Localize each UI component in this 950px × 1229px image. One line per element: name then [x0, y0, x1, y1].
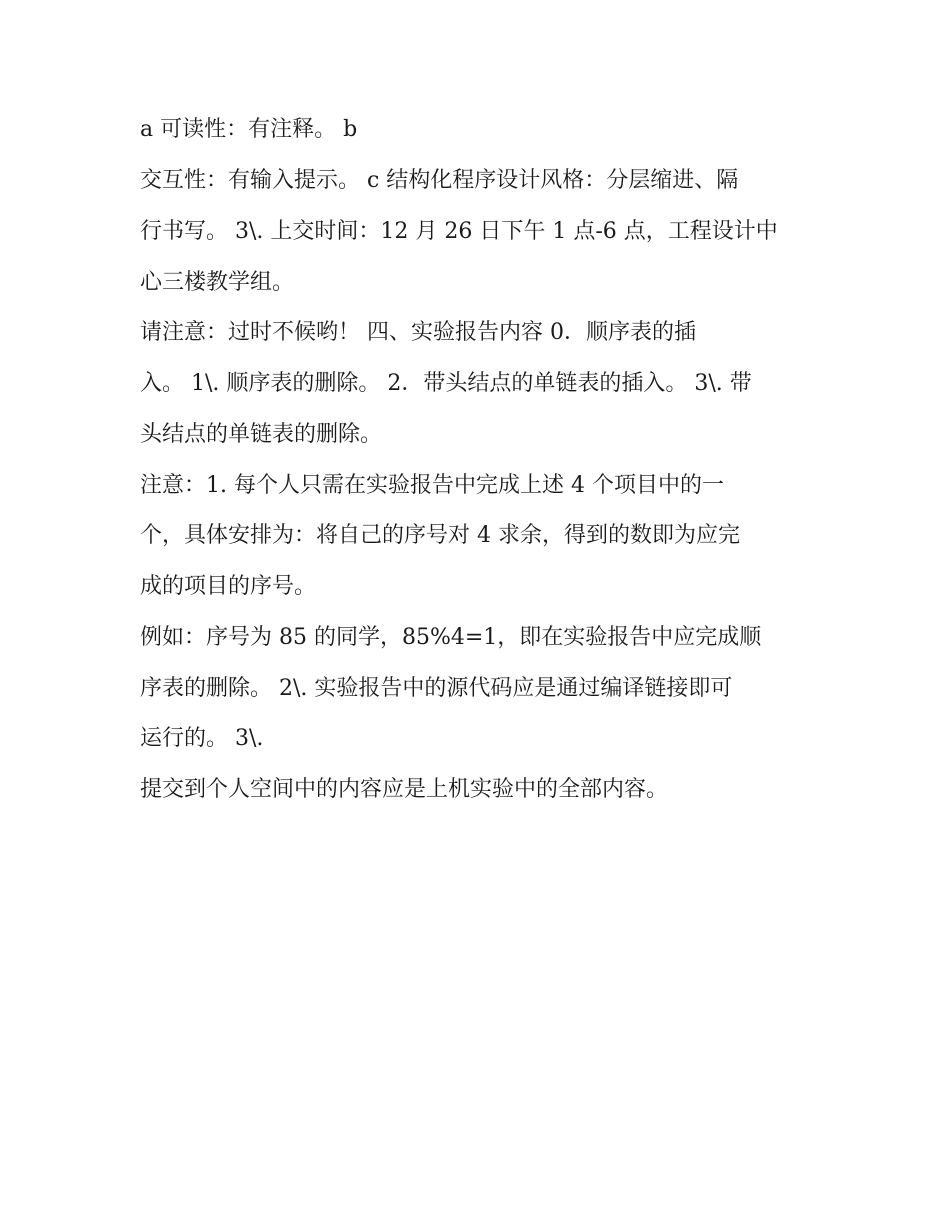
text-line: 入。 1\. 顺序表的删除。 2．带头结点的单链表的插入。 3\. 带 — [140, 371, 752, 396]
text-line: 行书写。 3\. 上交时间：12 月 26 日下午 1 点-6 点，工程设计中 — [140, 219, 778, 244]
text-line: 个，具体安排为：将自己的序号对 4 求余，得到的数即为应完 — [140, 523, 740, 548]
text-line: 提交到个人空间中的内容应是上机实验中的全部内容。 — [140, 777, 669, 802]
text-line: 序表的删除。 2\. 实验报告中的源代码应是通过编译链接即可 — [140, 676, 733, 701]
text-line: a 可读性：有注释。 b — [140, 117, 358, 142]
text-line: 例如：序号为 85 的同学，85%4=1，即在实验报告中应完成顺 — [140, 625, 762, 650]
text-line: 头结点的单链表的删除。 — [140, 422, 383, 447]
text-line: 注意：1. 每个人只需在实验报告中完成上述 4 个项目中的一 — [140, 473, 724, 498]
text-line: 运行的。 3\. — [140, 726, 264, 751]
text-line: 交互性：有输入提示。 c 结构化程序设计风格：分层缩进、隔 — [140, 168, 739, 193]
text-line: 成的项目的序号。 — [140, 574, 317, 599]
text-line: 心三楼教学组。 — [140, 270, 295, 295]
text-line: 请注意：过时不候哟！ 四、实验报告内容 0．顺序表的插 — [140, 320, 696, 345]
